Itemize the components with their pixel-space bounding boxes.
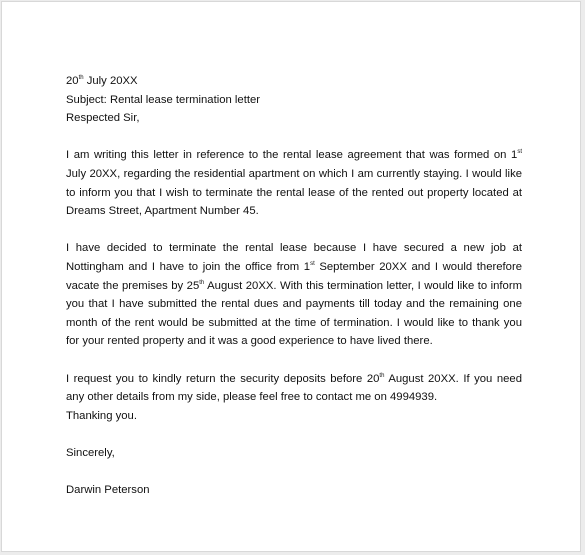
letter-subject: Subject: Rental lease termination letter	[66, 93, 261, 106]
paragraph-reason-text-a: I have decided to terminate the rental lease because I have secured a new job at Nottingham and I have to join the office from 1	[66, 242, 522, 273]
paragraph-reason-text-b: September 20XX and I would therefore vacate the premises by 25	[66, 260, 522, 292]
paragraph-reference-text-b: July 20XX, regarding the residential apartment on which I am currently staying. I would like to inform you that I wish to terminate the rental lease of the rented out property located at Dreams Street, Apartment Number 45.	[66, 167, 522, 218]
paragraph-reason-text-c: August 20XX. With this termination letter, I would like to inform you that I have submitted the rental dues and payments till today and the remaining one month of the rent would be submitted at the time of termination. I would like to thank you for your rented property and it was a good experience to have lived there.	[66, 279, 522, 348]
ordinal-suffix: th	[379, 372, 385, 379]
date-day: 20	[66, 75, 79, 87]
letter-closing: Sincerely,	[66, 446, 115, 459]
letter-body	[66, 72, 522, 500]
letter-salutation: Respected Sir,	[66, 112, 140, 125]
letter-date	[66, 72, 522, 91]
ordinal-suffix: st	[310, 260, 315, 267]
paragraph-deposit-text-b: August 20XX. If you need any other details from my side, please feel free to contact me on 4994939.	[66, 372, 522, 404]
paragraph-reason	[66, 239, 522, 351]
letter-thanks: Thanking you.	[66, 409, 137, 422]
letter-page	[1, 1, 581, 552]
paragraph-reference	[66, 146, 522, 220]
date-day-suffix: th	[78, 75, 84, 81]
date-rest: July 20XX	[83, 75, 138, 87]
paragraph-deposit-text-a: I request you to kindly return the security deposits before 20	[66, 372, 380, 385]
paragraph-deposit-request	[66, 370, 522, 407]
ordinal-suffix: st	[517, 149, 522, 156]
ordinal-suffix: th	[199, 279, 205, 286]
paragraph-reference-text-a: I am writing this letter in reference to the rental lease agreement that was formed on 1	[66, 149, 518, 162]
letter-signature: Darwin Peterson	[66, 484, 150, 497]
